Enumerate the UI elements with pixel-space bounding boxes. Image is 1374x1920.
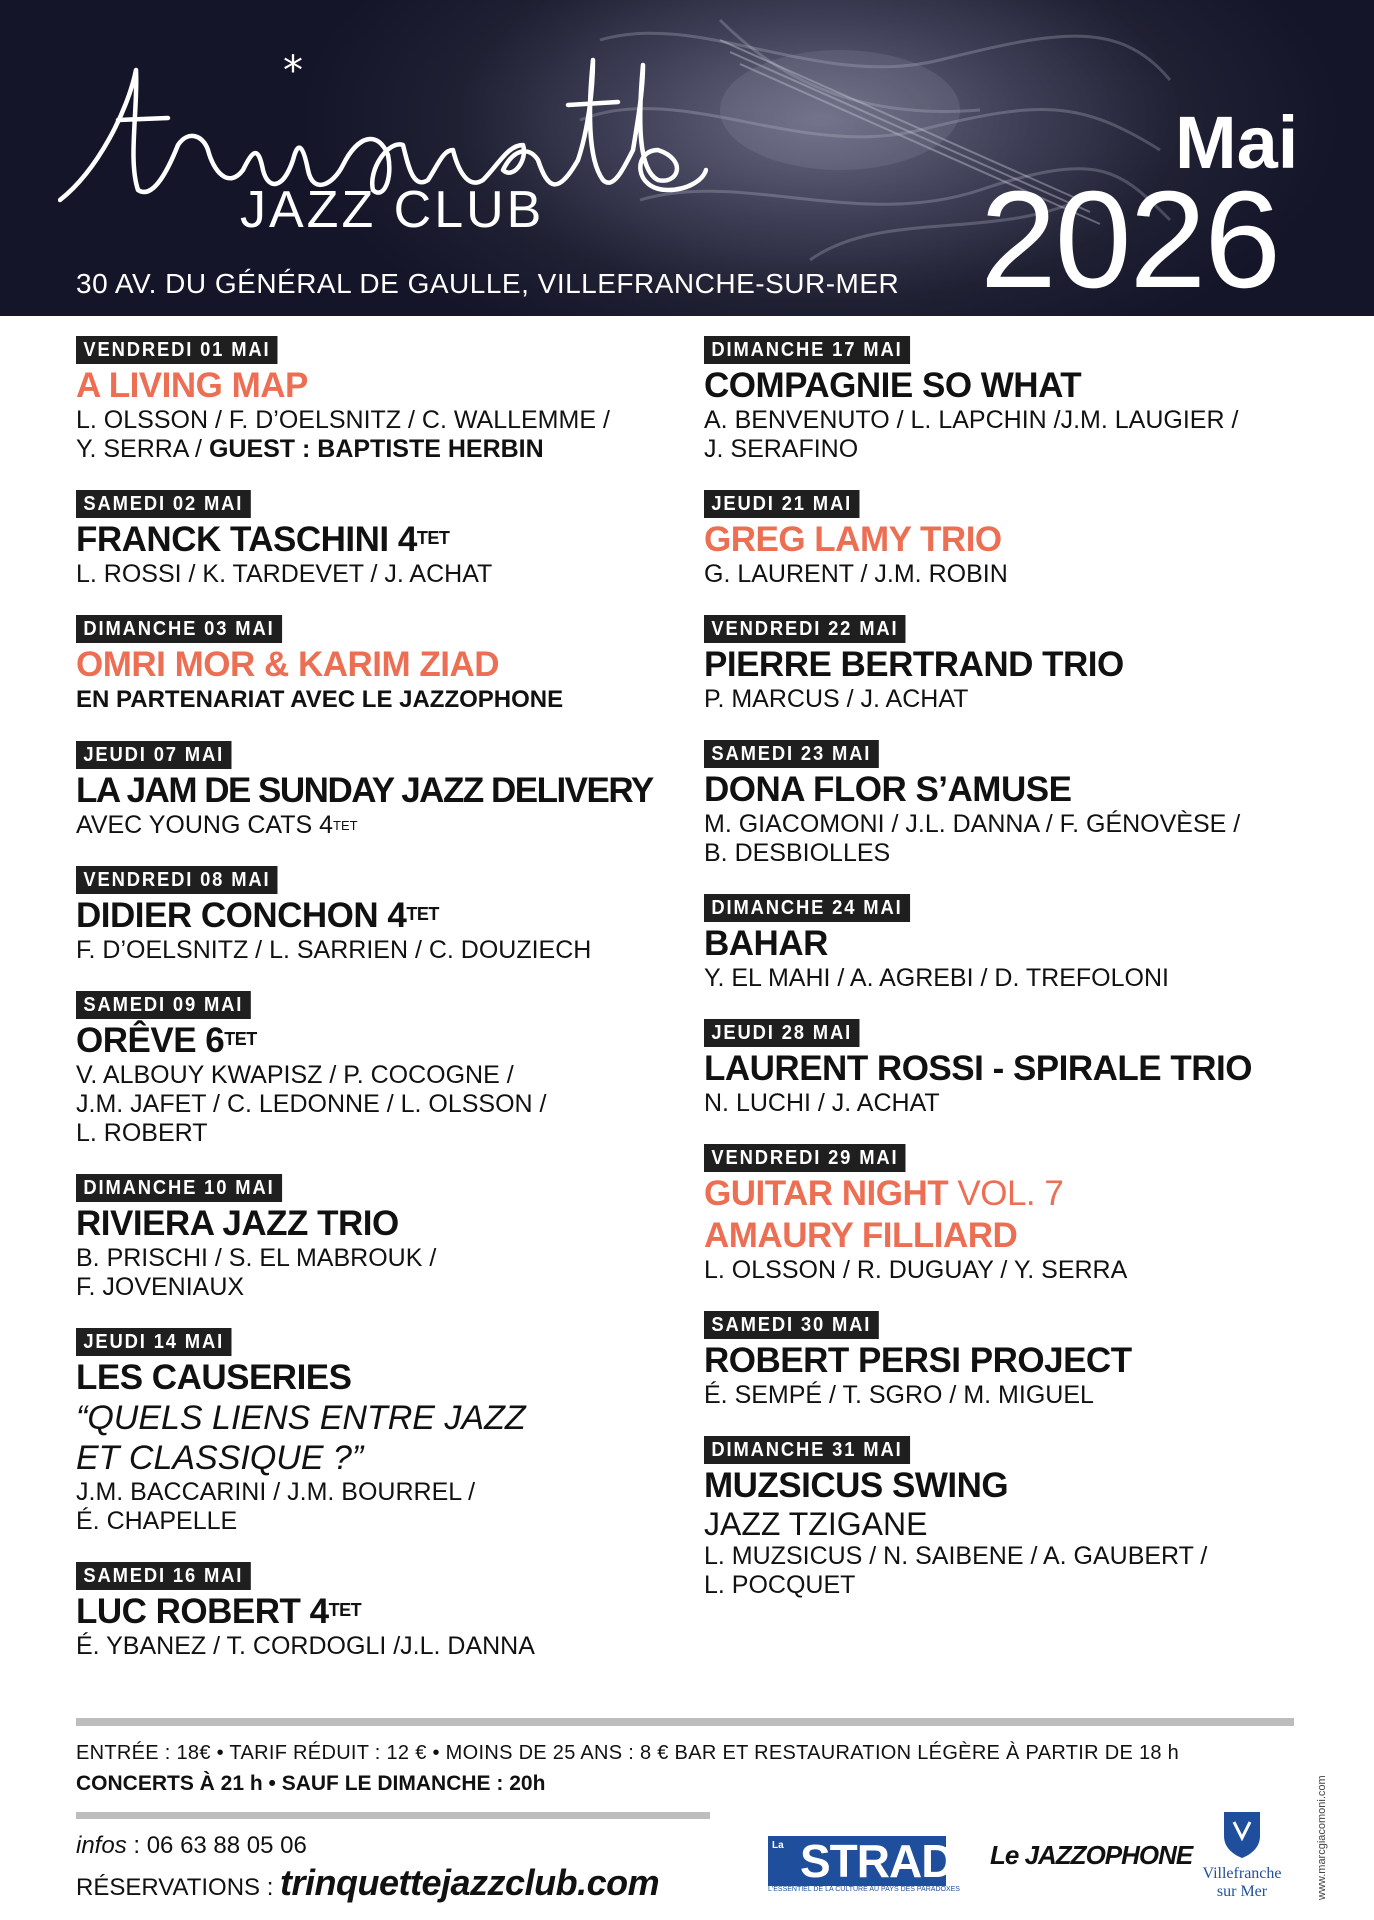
event-date: VENDREDI 29 MAI xyxy=(704,1144,906,1172)
event-date: SAMEDI 23 MAI xyxy=(704,740,879,768)
event-guest: GUEST : BAPTISTE HERBIN xyxy=(208,435,544,463)
event-date: DIMANCHE 10 MAI xyxy=(76,1174,282,1202)
event-21 xyxy=(704,490,1334,589)
event-musicians: M. GIACOMONI / J.L. DANNA / F. GÉNOVÈSE / xyxy=(704,810,1241,838)
event-16 xyxy=(76,1562,696,1661)
event-musicians: L. OLSSON / F. D’OELSNITZ / C. WALLEMME / xyxy=(76,406,610,434)
event-date: SAMEDI 30 MAI xyxy=(704,1311,879,1339)
event-musicians: F. JOVENIAUX xyxy=(76,1273,245,1301)
event-01 xyxy=(76,336,696,464)
event-musicians: J.M. JAFET / C. LEDONNE / L. OLSSON / xyxy=(76,1090,547,1118)
event-date: SAMEDI 09 MAI xyxy=(76,991,251,1019)
photo-credit: www.marcgiacomoni.com xyxy=(1316,1775,1328,1900)
jazz-club-wordmark: JAZZ CLUB xyxy=(240,181,545,239)
event-title: ORÊVE $6^{TET}$ xyxy=(76,1021,257,1060)
event-title: DIDIER CONCHON $4^{TET}$ xyxy=(76,896,439,935)
event-musicians: É. SEMPÉ / T. SGRO / M. MIGUEL xyxy=(704,1381,1094,1409)
event-musicians: V. ALBOUY KWAPISZ / P. COCOGNE / xyxy=(76,1061,514,1089)
event-08 xyxy=(76,866,696,965)
header-banner xyxy=(0,0,1374,316)
villefranche-crest-icon xyxy=(1220,1808,1264,1860)
event-date: VENDREDI 08 MAI xyxy=(76,866,278,894)
villefranche-logo: Villefranche sur Mer xyxy=(1192,1808,1292,1901)
event-title: OMRI MOR & KARIM ZIAD xyxy=(76,645,500,684)
event-23 xyxy=(704,740,1334,868)
event-musicians: G. LAURENT / J.M. ROBIN xyxy=(704,560,1008,588)
event-date: JEUDI 14 MAI xyxy=(76,1328,231,1356)
event-musicians: F. D’OELSNITZ / L. SARRIEN / C. DOUZIECH xyxy=(76,936,592,964)
club-address: 30 AV. DU GÉNÉRAL DE GAULLE, VILLEFRANCHE-SUR-MER xyxy=(76,268,900,299)
la-strada-logo: La STRADA L'ESSENTIEL DE LA CULTURE AU PAYS DES PARADOXES xyxy=(768,1835,986,1893)
event-date: JEUDI 07 MAI xyxy=(76,741,231,769)
event-subtitle: JAZZ TZIGANE xyxy=(704,1506,928,1542)
event-title: LAURENT ROSSI - SPIRALE TRIO xyxy=(704,1049,1252,1088)
event-subtitle: AVEC YOUNG CATS $4^{TET}$ xyxy=(76,811,358,839)
event-14 xyxy=(76,1328,696,1536)
event-title: PIERRE BERTRAND TRIO xyxy=(704,645,1124,684)
website-link[interactable]: trinquettejazzclub.com xyxy=(280,1862,660,1903)
event-title: MUZSICUS SWING xyxy=(704,1466,1009,1505)
event-musicians: A. BENVENUTO / L. LAPCHIN /J.M. LAUGIER / xyxy=(704,406,1239,434)
event-title: A LIVING MAP xyxy=(76,366,308,405)
ticket-prices: ENTRÉE : 18€ • TARIF RÉDUIT : 12 € • MOINS DE 25 ANS : 8 € BAR ET RESTAURATION LÉGÈRE À PARTIR DE 18 h xyxy=(76,1742,1180,1764)
event-31 xyxy=(704,1436,1334,1600)
event-date: SAMEDI 02 MAI xyxy=(76,490,251,518)
event-date: JEUDI 21 MAI xyxy=(704,490,859,518)
footer-divider-short xyxy=(76,1812,710,1819)
svg-text:*: * xyxy=(283,50,303,94)
month-label: Mai xyxy=(1175,101,1299,184)
event-03 xyxy=(76,615,696,715)
year-label: 2026 xyxy=(980,163,1279,316)
event-title: ROBERT PERSI PROJECT xyxy=(704,1341,1132,1380)
event-musicians: L. ROBERT xyxy=(76,1119,208,1147)
event-title: COMPAGNIE SO WHAT xyxy=(704,366,1082,405)
jazzophone-logo: Le JAZZOPHONE xyxy=(990,1840,1193,1870)
event-musicians: J.M. BACCARINI / J.M. BOURREL / xyxy=(76,1478,476,1506)
event-musicians: B. DESBIOLLES xyxy=(704,839,891,867)
event-musicians: É. YBANEZ / T. CORDOGLI /J.L. DANNA xyxy=(76,1632,535,1660)
event-musicians: L. OLSSON / R. DUGUAY / Y. SERRA xyxy=(704,1256,1128,1284)
footer-divider xyxy=(76,1718,1294,1726)
event-musicians: N. LUCHI / J. ACHAT xyxy=(704,1089,940,1117)
event-17 xyxy=(704,336,1334,464)
event-09 xyxy=(76,991,696,1148)
event-quote: ET CLASSIQUE ?” xyxy=(76,1439,364,1477)
event-title: BAHAR xyxy=(704,924,828,963)
concert-times: CONCERTS À 21 h • SAUF LE DIMANCHE : 20h xyxy=(76,1772,546,1795)
event-date: DIMANCHE 24 MAI xyxy=(704,894,910,922)
event-date: VENDREDI 22 MAI xyxy=(704,615,906,643)
event-musicians: L. POCQUET xyxy=(704,1571,856,1599)
event-date: SAMEDI 16 MAI xyxy=(76,1562,251,1590)
event-02 xyxy=(76,490,696,589)
event-musicians: J. SERAFINO xyxy=(704,435,859,463)
event-title: GUITAR NIGHT VOL. 7 xyxy=(704,1174,1064,1213)
program-left-column xyxy=(76,336,696,1687)
event-title: LES CAUSERIES xyxy=(76,1358,352,1397)
event-28 xyxy=(704,1019,1334,1118)
event-29 xyxy=(704,1144,1334,1285)
event-note: EN PARTENARIAT AVEC LE JAZZOPHONE xyxy=(76,686,564,713)
event-30 xyxy=(704,1311,1334,1410)
event-22 xyxy=(704,615,1334,714)
event-title: RIVIERA JAZZ TRIO xyxy=(76,1204,399,1243)
event-musicians: L. MUZSICUS / N. SAIBENE / A. GAUBERT / xyxy=(704,1542,1208,1570)
event-title-secondary: AMAURY FILLIARD xyxy=(704,1216,1018,1255)
event-10 xyxy=(76,1174,696,1302)
event-musicians: L. ROSSI / K. TARDEVET / J. ACHAT xyxy=(76,560,493,588)
event-title: DONA FLOR S’AMUSE xyxy=(704,770,1072,809)
event-date: JEUDI 28 MAI xyxy=(704,1019,859,1047)
event-date: DIMANCHE 17 MAI xyxy=(704,336,910,364)
event-24 xyxy=(704,894,1334,993)
event-date: VENDREDI 01 MAI xyxy=(76,336,278,364)
event-title: LUC ROBERT $4^{TET}$ xyxy=(76,1592,362,1631)
event-musicians: Y. SERRA / GUEST : BAPTISTE HERBIN xyxy=(76,435,544,463)
event-musicians: P. MARCUS / J. ACHAT xyxy=(704,685,969,713)
program-right-column xyxy=(704,336,1334,1626)
event-title: FRANCK TASCHINI $4^{TET}$ xyxy=(76,520,450,559)
event-date: DIMANCHE 03 MAI xyxy=(76,615,282,643)
info-phone: infos : 06 63 88 05 06 xyxy=(76,1832,307,1859)
event-quote: “QUELS LIENS ENTRE JAZZ xyxy=(76,1399,526,1437)
event-date: DIMANCHE 31 MAI xyxy=(704,1436,910,1464)
event-07 xyxy=(76,741,696,840)
event-title: GREG LAMY TRIO xyxy=(704,520,1002,559)
event-musicians: É. CHAPELLE xyxy=(76,1507,238,1535)
event-musicians: B. PRISCHI / S. EL MABROUK / xyxy=(76,1244,437,1272)
event-title: LA JAM DE SUNDAY JAZZ DELIVERY xyxy=(76,771,653,810)
reservations: RÉSERVATIONS : trinquettejazzclub.com xyxy=(76,1862,660,1903)
event-musicians: Y. EL MAHI / A. AGREBI / D. TREFOLONI xyxy=(704,964,1169,992)
